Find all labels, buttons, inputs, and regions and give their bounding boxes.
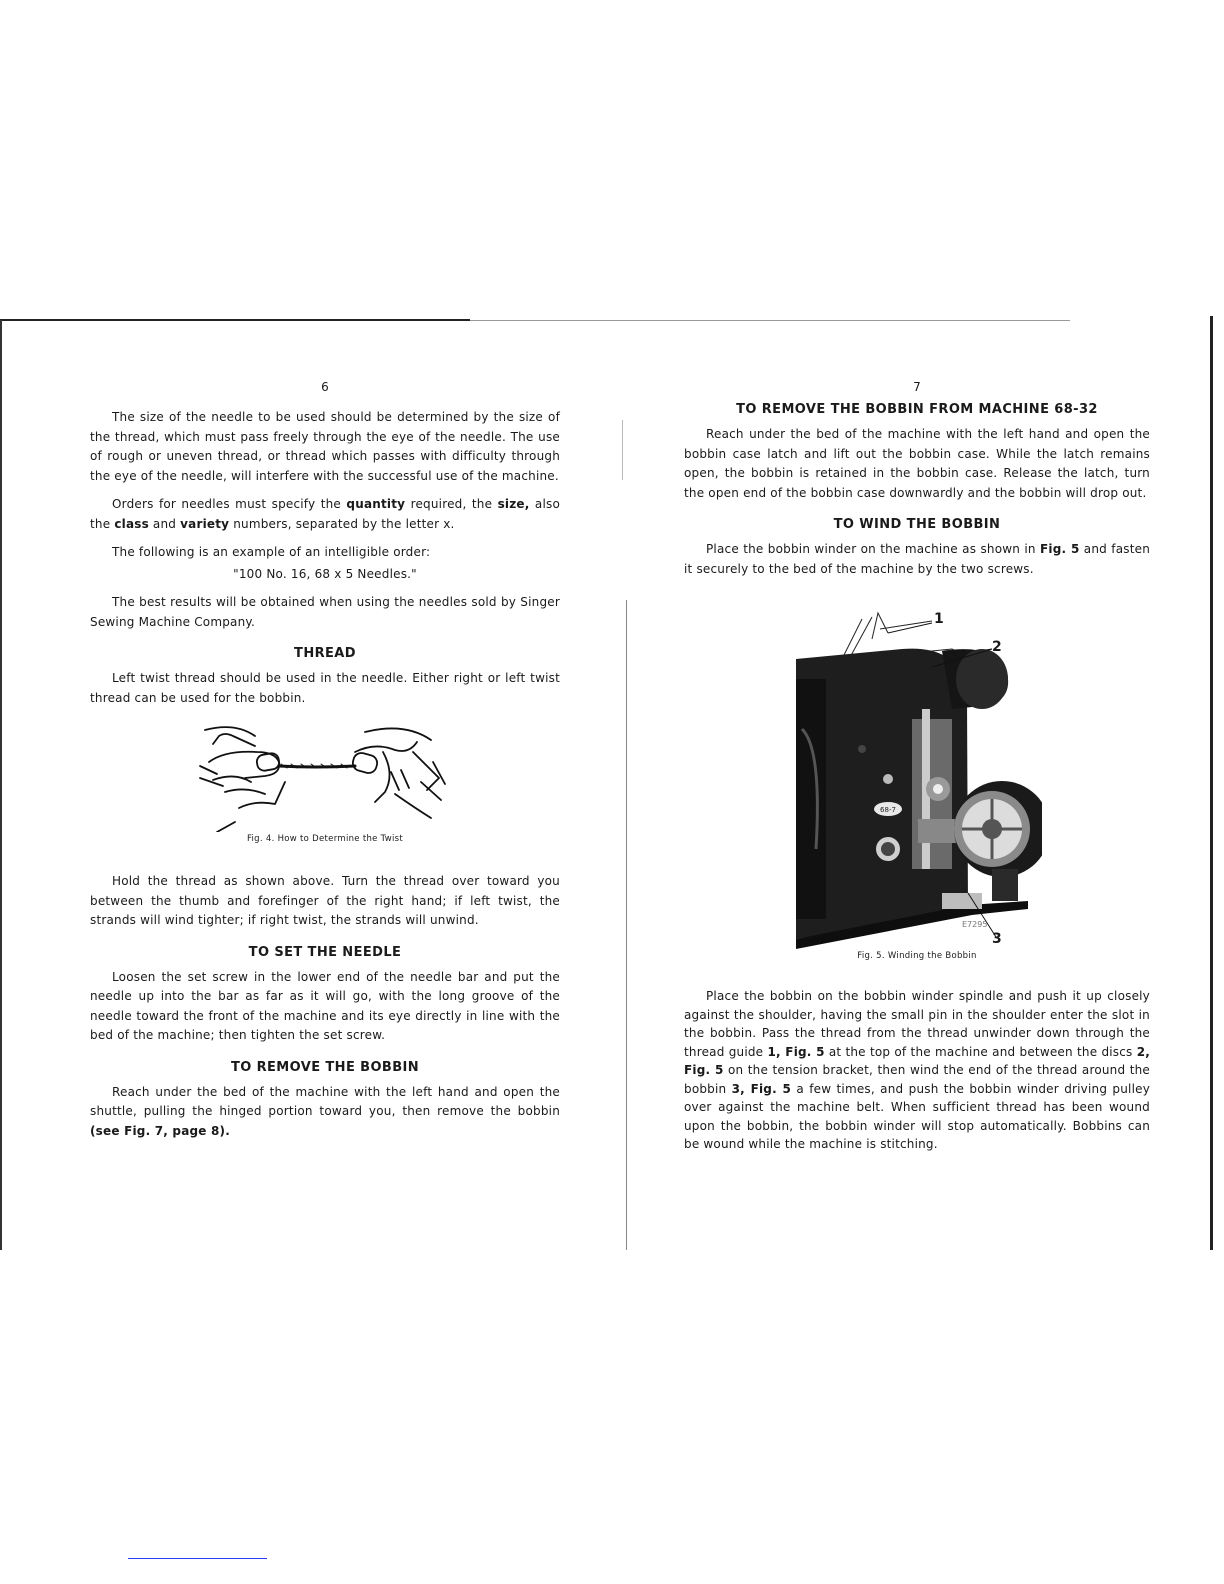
- heading-wind-bobbin: TO WIND THE BOBBIN: [833, 517, 1001, 532]
- callout-3: 3: [992, 931, 1002, 947]
- heading-thread: THREAD: [294, 646, 356, 661]
- page-gutter-faint: [622, 420, 623, 480]
- badge-label: 68-7: [880, 806, 896, 814]
- remove-bobbin-6832-paragraph: Reach under the bed of the machine with the left hand and open the bobbin case latch and lift out the bobbin case. While the latch remains open, the bobbin is retained in the bobbin case. Release the latch, turn the open end of the bobbin case downwardly and the bobbin will drop out.: [684, 427, 1150, 500]
- winding-instructions-paragraph: Place the bobbin on the bobbin winder spindle and push it up closely against the shoulder, having the small pin in the shoulder enter the slot in the bobbin. Pass the thread from the thread unwinder down through the thread guide 1, Fig. 5 at the top of the machine and between the discs 2, Fig. 5 on the tension bracket, then wind the end of the thread around the bobbin 3, Fig. 5 a few times, and push the bobbin winder driving pulley over against the machine belt. When sufficient thread has been wound upon the bobbin, the bobbin winder will stop automatically. Bobbins can be wound while the machine is stitching.: [684, 989, 1151, 1151]
- scan-border-top-faint: [470, 320, 1070, 321]
- callout-2: 2: [992, 639, 1002, 655]
- heading-remove-bobbin-6832: TO REMOVE THE BOBBIN FROM MACHINE 68-32: [736, 402, 1098, 417]
- heading-remove-bobbin: TO REMOVE THE BOBBIN: [230, 1059, 420, 1075]
- plate-code: E7295: [962, 920, 988, 929]
- remove-bobbin-paragraph: Reach under the bed of the machine with the left hand and open the shuttle, pulling the hinged portion toward you, then remove the bobbin (see Fig. 7, page 8).: [90, 1084, 560, 1138]
- example-intro: The following is an example of an intelligible order:: [112, 545, 431, 559]
- best-results-paragraph: The best results will be obtained when using the needles sold by Singer Sewing Machine Company.: [90, 595, 560, 629]
- left-page: [90, 380, 560, 1150]
- order-example: "100 No. 16, 68 x 5 Needles.": [233, 566, 417, 581]
- scan-border-right: [1210, 316, 1213, 1250]
- callout-1: 1: [934, 611, 944, 627]
- scan-border-left: [0, 320, 2, 1250]
- fig5-illustration: [792, 609, 1042, 949]
- page-number: 6: [321, 380, 329, 394]
- scan-border-top: [0, 319, 470, 321]
- set-needle-paragraph: Loosen the set screw in the lower end of the needle bar and put the needle up into the bar as far as it will go, with the long groove of the needle toward the front of the machine and its eye directly in line with the bed of the machine; then tighten the set screw.: [90, 969, 560, 1042]
- sewing-machine-photo: [792, 609, 1042, 949]
- needle-size-paragraph: The size of the needle to be used should be determined by the size of the thread, which must pass freely through the eye of the needle. The use of rough or uneven thread, or thread which passes with difficulty through the eye of the needle, will interfere with the successful use of the machine.: [90, 410, 560, 483]
- hold-thread-paragraph: Hold the thread as shown above. Turn the thread over toward you between the thumb and forefinger of the right hand; if left twist, the strands will wind tighter; if right twist, the strands will unwind.: [90, 874, 560, 927]
- orders-paragraph: Orders for needles must specify the quantity required, the size, also the class and variety numbers, separated by the letter x.: [90, 497, 560, 531]
- hands-twisting-thread-image: [195, 722, 455, 832]
- fig4-caption: Fig. 4. How to Determine the Twist: [246, 834, 404, 844]
- page-number: 7: [913, 380, 921, 394]
- fig5-caption: Fig. 5. Winding the Bobbin: [857, 951, 977, 961]
- wind-bobbin-paragraph: Place the bobbin winder on the machine as shown in Fig. 5 and fasten it securely to the bed of the machine by the two screws.: [684, 542, 1151, 576]
- heading-set-needle: TO SET THE NEEDLE: [248, 944, 402, 960]
- right-page: [684, 380, 1150, 1163]
- fig4-illustration: [195, 722, 455, 832]
- thread-paragraph: Left twist thread should be used in the needle. Either right or left twist thread can be used for the bobbin.: [90, 671, 560, 705]
- page-gutter: [626, 600, 627, 1250]
- link-underline[interactable]: [128, 1558, 267, 1559]
